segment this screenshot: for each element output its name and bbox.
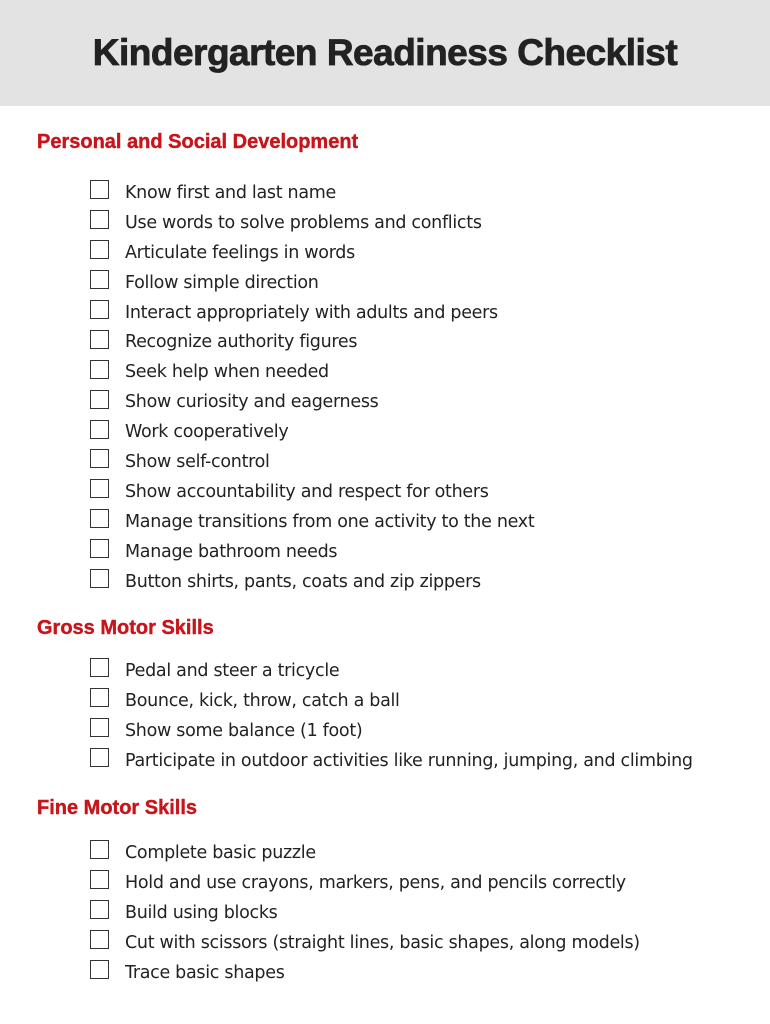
checkbox[interactable] xyxy=(90,688,109,707)
checkbox[interactable] xyxy=(90,479,109,498)
checklist-item-label: Manage bathroom needs xyxy=(125,541,338,562)
checkbox[interactable] xyxy=(90,900,109,919)
title-banner xyxy=(0,0,770,106)
checklist-item-label: Button shirts, pants, coats and zip zippers xyxy=(125,571,481,592)
checkbox[interactable] xyxy=(90,509,109,528)
checkbox[interactable] xyxy=(90,270,109,289)
page-title: Kindergarten Readiness Checklist xyxy=(92,32,678,73)
checklist-item xyxy=(90,838,640,868)
checkbox[interactable] xyxy=(90,718,109,737)
checklist-item xyxy=(90,746,693,776)
checklist-item xyxy=(90,238,534,268)
checklist-item-label: Use words to solve problems and conflicts xyxy=(125,212,482,233)
checkbox[interactable] xyxy=(90,569,109,588)
checkbox[interactable] xyxy=(90,180,109,199)
checkbox[interactable] xyxy=(90,870,109,889)
checkbox[interactable] xyxy=(90,449,109,468)
checklist-item xyxy=(90,507,534,537)
section-heading-gross-motor: Gross Motor Skills xyxy=(37,617,214,639)
checkbox[interactable] xyxy=(90,240,109,259)
section-heading-fine-motor: Fine Motor Skills xyxy=(37,797,198,819)
checklist-item-label: Build using blocks xyxy=(125,902,278,923)
checklist-item xyxy=(90,958,640,988)
checkbox[interactable] xyxy=(90,330,109,349)
checklist-item-label: Participate in outdoor activities like running, jumping, and climbing xyxy=(125,750,693,771)
checklist-item-label: Bounce, kick, throw, catch a ball xyxy=(125,690,400,711)
checklist-fine-motor xyxy=(90,838,640,987)
checkbox[interactable] xyxy=(90,840,109,859)
checklist-item xyxy=(90,208,534,238)
checklist-item xyxy=(90,417,534,447)
checklist-item-label: Show curiosity and eagerness xyxy=(125,392,379,413)
checkbox[interactable] xyxy=(90,748,109,767)
checklist-item-label: Cut with scissors (straight lines, basic shapes, along models) xyxy=(125,932,640,953)
checklist-item xyxy=(90,268,534,298)
checklist-item-label: Recognize authority figures xyxy=(125,332,358,353)
checklist-item-label: Seek help when needed xyxy=(125,362,329,383)
checkbox[interactable] xyxy=(90,930,109,949)
checklist-item xyxy=(90,686,693,716)
checklist-item-label: Pedal and steer a tricycle xyxy=(125,660,340,681)
checklist-item-label: Hold and use crayons, markers, pens, and pencils correctly xyxy=(125,872,626,893)
checklist-item xyxy=(90,567,534,597)
checklist-item xyxy=(90,298,534,328)
checklist-item xyxy=(90,357,534,387)
checkbox[interactable] xyxy=(90,960,109,979)
checklist-item xyxy=(90,868,640,898)
checklist-item xyxy=(90,716,693,746)
checkbox[interactable] xyxy=(90,658,109,677)
checklist-item xyxy=(90,447,534,477)
checklist-item-label: Interact appropriately with adults and peers xyxy=(125,302,498,323)
checklist-item-label: Work cooperatively xyxy=(125,422,289,443)
checkbox[interactable] xyxy=(90,210,109,229)
checklist-item-label: Show accountability and respect for others xyxy=(125,481,489,502)
checklist-item-label: Manage transitions from one activity to the next xyxy=(125,511,535,532)
checklist-item-label: Articulate feelings in words xyxy=(125,242,355,263)
section-heading-personal-social: Personal and Social Development xyxy=(37,131,359,153)
checklist-item xyxy=(90,928,640,958)
checklist-item xyxy=(90,327,534,357)
checklist-item xyxy=(90,477,534,507)
checklist-item xyxy=(90,178,534,208)
checklist-item-label: Complete basic puzzle xyxy=(125,842,316,863)
checklist-item-label: Trace basic shapes xyxy=(125,962,285,983)
checklist-item-label: Know first and last name xyxy=(125,182,336,203)
checklist-item xyxy=(90,537,534,567)
checklist-item xyxy=(90,656,693,686)
checklist-item-label: Show self-control xyxy=(125,451,270,472)
checklist-item xyxy=(90,898,640,928)
checklist-item xyxy=(90,387,534,417)
checkbox[interactable] xyxy=(90,300,109,319)
checklist-item-label: Show some balance (1 foot) xyxy=(125,720,363,741)
checklist-gross-motor xyxy=(90,656,693,776)
checklist-item-label: Follow simple direction xyxy=(125,272,319,293)
checkbox[interactable] xyxy=(90,360,109,379)
checkbox[interactable] xyxy=(90,390,109,409)
checkbox[interactable] xyxy=(90,539,109,558)
checkbox[interactable] xyxy=(90,420,109,439)
checklist-personal-social xyxy=(90,178,534,596)
